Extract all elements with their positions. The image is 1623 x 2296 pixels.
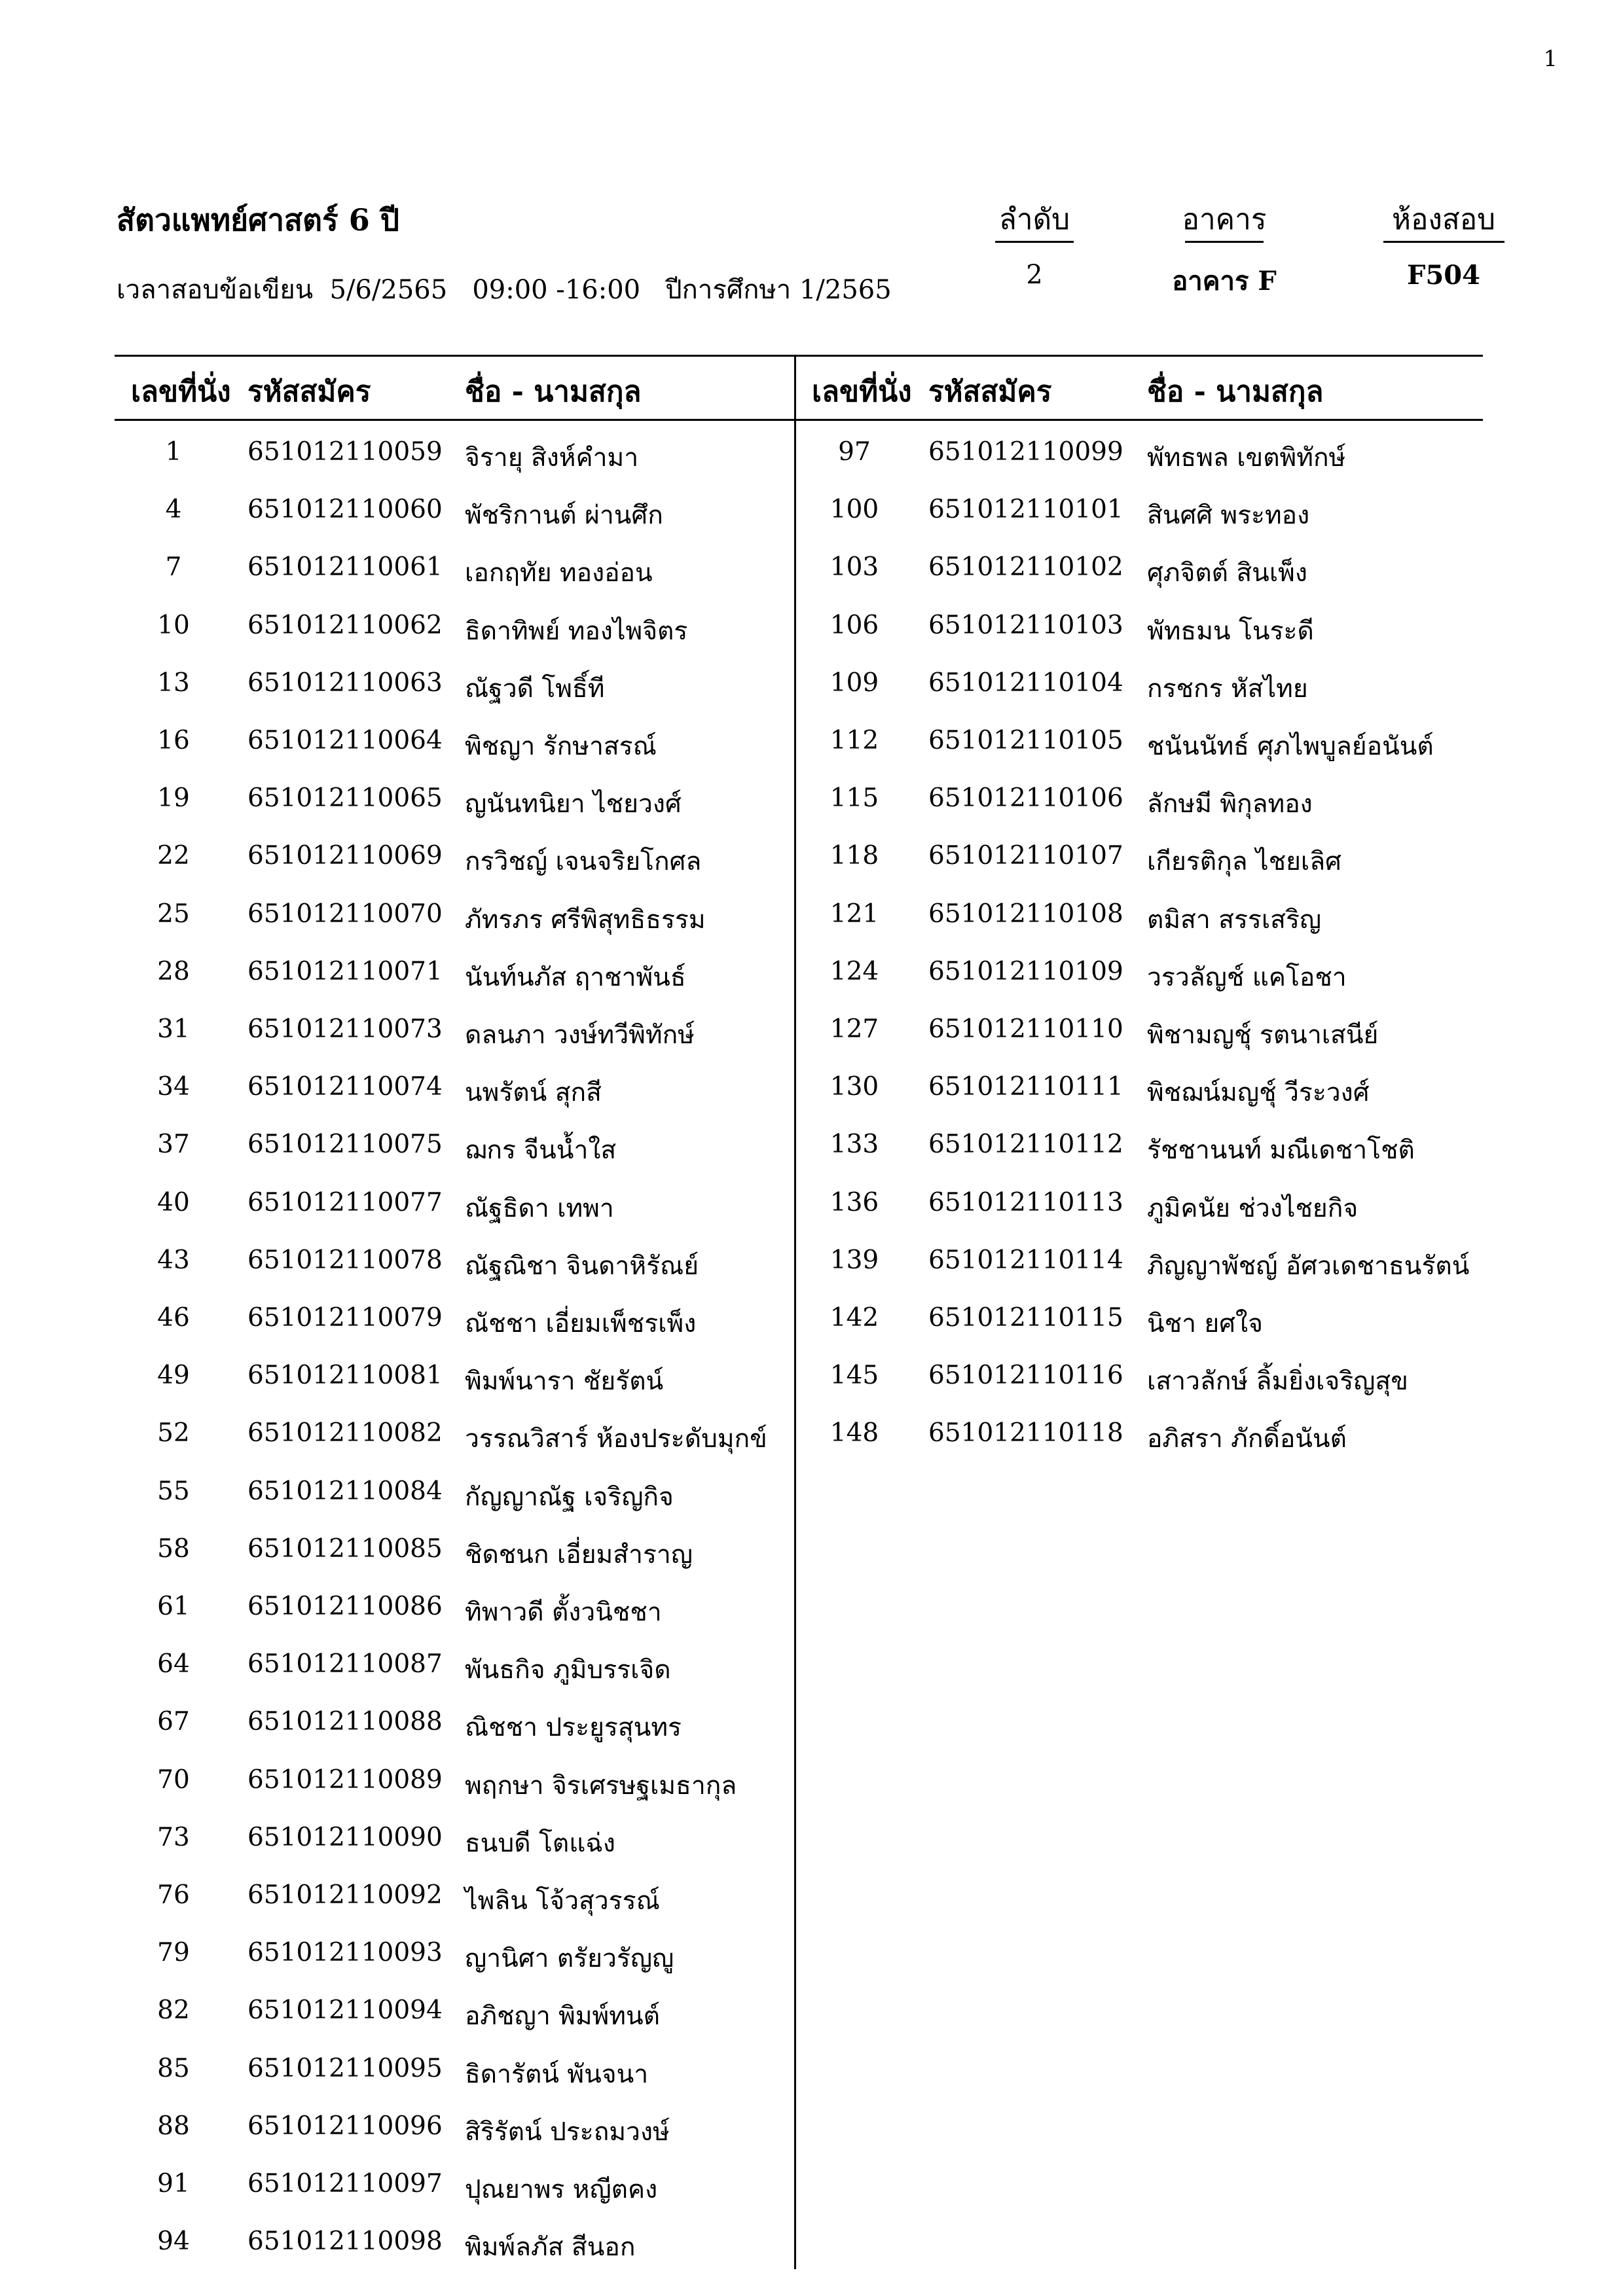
name-cell: ชนันนัทธ์ ศุภไพบูลย์อนันต์: [1147, 732, 1434, 761]
seat-cell: 28: [157, 956, 190, 986]
name-cell: นันท์นภัส ฤาชาพันธ์: [465, 962, 686, 992]
table-row: [0, 1014, 1623, 1072]
table-row: [0, 1880, 1623, 1938]
table-header-rule: [115, 419, 1483, 421]
applicant-id-cell: 651012110095: [247, 2053, 443, 2083]
applicant-id-cell: 651012110088: [247, 1707, 443, 1737]
table-row: [0, 1996, 1623, 2053]
name-cell: เกียรติกุล ไชยเลิศ: [1147, 847, 1341, 877]
table-row: [0, 1246, 1623, 1303]
table-row: [0, 1938, 1623, 1996]
applicant-id-cell: 651012110074: [247, 1072, 443, 1102]
seat-cell: 148: [830, 1418, 879, 1448]
name-cell: ศุภจิตต์ สินเพ็ง: [1147, 558, 1307, 588]
name-cell: ณัฐธิดา เทพา: [465, 1193, 614, 1223]
name-cell: ณัฐณิชา จินดาหิรัณย์: [465, 1251, 699, 1281]
seat-cell: 43: [157, 1245, 190, 1275]
name-cell: กัญญาณัฐ เจริญกิจ: [465, 1482, 674, 1512]
seat-cell: 124: [830, 956, 879, 986]
applicant-id-cell: 651012110060: [247, 495, 443, 525]
building-label: อาคาร: [1182, 203, 1267, 236]
seat-cell: 46: [157, 1303, 190, 1333]
seat-cell: 118: [830, 841, 879, 871]
room-value: F504: [1407, 260, 1480, 291]
seat-cell: 142: [830, 1303, 879, 1333]
table-top-rule: [115, 355, 1483, 357]
room-label: ห้องสอบ: [1391, 203, 1496, 236]
applicant-id-cell: 651012110111: [928, 1072, 1123, 1102]
seat-cell: 1: [165, 437, 182, 467]
applicant-id-cell: 651012110106: [928, 783, 1123, 814]
table-row: [0, 2169, 1623, 2227]
name-cell: พิมพ์ลภัส สีนอก: [465, 2233, 636, 2263]
name-cell: ดลนภา วงษ์ทวีพิทักษ์: [465, 1020, 695, 1050]
seat-cell: 103: [830, 552, 879, 583]
name-cell: ฌกร จีนน้ำใส: [465, 1136, 617, 1166]
seat-cell: 112: [830, 726, 879, 755]
table-row: [0, 611, 1623, 668]
table-row: [0, 1477, 1623, 1534]
name-cell: นพรัตน์ สุกสี: [465, 1078, 602, 1108]
applicant-id-cell: 651012110078: [247, 1245, 443, 1275]
order-value: 2: [1026, 260, 1043, 290]
applicant-id-cell: 651012110061: [247, 552, 443, 583]
applicant-id-cell: 651012110092: [247, 1880, 443, 1910]
applicant-id-cell: 651012110110: [928, 1014, 1123, 1044]
seat-cell: 22: [157, 841, 190, 871]
seat-cell: 40: [157, 1187, 190, 1217]
table-row: [0, 1707, 1623, 1765]
page-number: 1: [1543, 46, 1558, 72]
seat-cell: 25: [157, 899, 190, 929]
name-cell: กรวิชญ์ เจนจริยโกศล: [465, 847, 702, 877]
seat-cell: 88: [157, 2111, 190, 2141]
seat-cell: 7: [165, 552, 182, 583]
name-cell: กรชกร หัสไทย: [1147, 673, 1308, 704]
seat-cell: 16: [157, 726, 190, 755]
applicant-id-cell: 651012110099: [928, 437, 1123, 467]
table-row: [0, 495, 1623, 552]
table-row: [0, 1823, 1623, 1880]
seat-cell: 85: [157, 2053, 190, 2083]
applicant-id-cell: 651012110087: [247, 1649, 443, 1679]
seat-cell: 19: [157, 783, 190, 814]
table-row: [0, 2227, 1623, 2284]
applicant-id-cell: 651012110084: [247, 1476, 443, 1506]
applicant-id-cell: 651012110064: [247, 726, 443, 755]
left-seat-header: เลขที่นั่ง: [131, 375, 231, 408]
table-row: [0, 783, 1623, 841]
seat-cell: 106: [830, 610, 879, 640]
name-cell: เอกฤทัย ทองอ่อน: [465, 558, 653, 588]
name-cell: ธิดารัตน์ พันจนา: [465, 2059, 649, 2089]
table-row: [0, 1072, 1623, 1130]
order-label: ลำดับ: [998, 203, 1070, 236]
name-cell: พฤกษา จิรเศรษฐเมธากุล: [465, 1770, 737, 1801]
seat-cell: 64: [157, 1649, 190, 1679]
seat-cell: 70: [157, 1765, 190, 1795]
applicant-id-cell: 651012110089: [247, 1765, 443, 1795]
name-cell: ทิพาวดี ตั้งวนิชชา: [465, 1598, 662, 1627]
applicant-id-cell: 651012110098: [247, 2227, 443, 2257]
seat-cell: 121: [830, 899, 879, 929]
seat-cell: 127: [830, 1014, 879, 1044]
name-cell: ธิดาทิพย์ ทองไพจิตร: [465, 616, 688, 646]
name-cell: ชิดชนก เอี่ยมสำราญ: [465, 1539, 693, 1570]
seat-cell: 49: [157, 1361, 190, 1391]
seat-cell: 76: [157, 1880, 190, 1910]
name-cell: พัทธมน โนระดี: [1147, 616, 1314, 646]
applicant-id-cell: 651012110093: [247, 1938, 443, 1968]
applicant-id-cell: 651012110105: [928, 726, 1123, 755]
name-cell: อภิสรา ภักดิ์อนันต์: [1147, 1424, 1347, 1454]
applicant-id-cell: 651012110108: [928, 899, 1123, 929]
applicant-id-cell: 651012110103: [928, 610, 1123, 640]
left-id-header: รหัสสมัคร: [247, 375, 371, 408]
order-block: [969, 196, 1100, 290]
table-row: [0, 726, 1623, 783]
name-cell: ภูมิคนัย ช่วงไชยกิจ: [1147, 1193, 1359, 1223]
left-name-header: ชื่อ - นามสกุล: [465, 375, 642, 408]
applicant-id-cell: 651012110101: [928, 495, 1123, 525]
name-cell: พิมพ์นารา ชัยรัตน์: [465, 1367, 664, 1397]
name-cell: ไพลิน โจ้วสุวรรณ์: [465, 1886, 660, 1916]
name-cell: ตมิสา สรรเสริญ: [1147, 905, 1322, 935]
name-cell: พัทธพล เขตพิทักษ์: [1147, 443, 1346, 473]
name-cell: ลักษมี พิกุลทอง: [1147, 789, 1313, 819]
applicant-id-cell: 651012110115: [928, 1303, 1123, 1333]
name-cell: วรวลัญช์ แคโอชา: [1147, 962, 1347, 992]
seat-cell: 136: [830, 1187, 879, 1217]
name-cell: จิรายุ สิงห์คำมา: [465, 443, 639, 473]
seat-cell: 145: [830, 1361, 879, 1391]
name-cell: ณิชชา ประยูรสุนทร: [465, 1713, 682, 1743]
name-cell: อภิชญา พิมพ์ทนต์: [465, 2001, 660, 2032]
room-underline: [1383, 241, 1504, 243]
applicant-id-cell: 651012110104: [928, 668, 1123, 698]
applicant-id-cell: 651012110082: [247, 1418, 443, 1448]
table-row: [0, 1361, 1623, 1418]
applicant-id-cell: 651012110085: [247, 1534, 443, 1564]
applicant-id-cell: 651012110069: [247, 841, 443, 871]
seat-cell: 13: [157, 668, 190, 698]
room-block: [1378, 196, 1509, 291]
name-cell: วรรณวิสาร์ ห้องประดับมุกข์: [465, 1424, 767, 1454]
seat-cell: 61: [157, 1592, 190, 1621]
name-cell: พิชญา รักษาสรณ์: [465, 732, 657, 761]
applicant-id-cell: 651012110070: [247, 899, 443, 929]
seat-cell: 91: [157, 2169, 190, 2198]
table-row: [0, 552, 1623, 610]
applicant-id-cell: 651012110118: [928, 1418, 1123, 1448]
building-underline: [1185, 241, 1264, 243]
building-value: อาคาร F: [1172, 266, 1277, 296]
table-row: [0, 2054, 1623, 2111]
seat-cell: 130: [830, 1072, 879, 1102]
name-cell: สินศศิ พระทอง: [1147, 501, 1310, 531]
applicant-id-cell: 651012110112: [928, 1130, 1123, 1160]
table-row: [0, 841, 1623, 899]
table-row: [0, 2111, 1623, 2169]
applicant-id-cell: 651012110081: [247, 1361, 443, 1391]
table-row: [0, 1130, 1623, 1187]
name-cell: เสาวลักษ์ ลิ้มยิ่งเจริญสุข: [1147, 1367, 1408, 1397]
right-id-header: รหัสสมัคร: [928, 375, 1052, 408]
name-cell: พิชฌน์มญชุ์ วีระวงศ์: [1147, 1078, 1370, 1108]
applicant-id-cell: 651012110096: [247, 2111, 443, 2141]
seat-cell: 37: [157, 1130, 190, 1160]
applicant-id-cell: 651012110059: [247, 437, 443, 467]
seat-cell: 67: [157, 1707, 190, 1737]
seat-cell: 55: [157, 1476, 190, 1506]
name-cell: พิชามญชุ์ รตนาเสนีย์: [1147, 1020, 1379, 1050]
applicant-id-cell: 651012110073: [247, 1014, 443, 1044]
applicant-id-cell: 651012110094: [247, 1996, 443, 2026]
seat-cell: 4: [165, 495, 182, 525]
applicant-id-cell: 651012110097: [247, 2169, 443, 2198]
applicant-id-cell: 651012110071: [247, 956, 443, 986]
name-cell: พันธกิจ ภูมิบรรเจิด: [465, 1655, 671, 1685]
applicant-id-cell: 651012110086: [247, 1592, 443, 1621]
order-underline: [995, 241, 1074, 243]
table-row: [0, 1534, 1623, 1592]
seat-cell: 82: [157, 1996, 190, 2026]
seat-cell: 10: [157, 610, 190, 640]
table-row: [0, 1188, 1623, 1246]
seat-cell: 97: [838, 437, 871, 467]
table-row: [0, 1303, 1623, 1361]
seat-cell: 133: [830, 1130, 879, 1160]
seat-cell: 109: [830, 668, 879, 698]
table-row: [0, 1765, 1623, 1823]
applicant-id-cell: 651012110063: [247, 668, 443, 698]
table-row: [0, 437, 1623, 495]
table-row: [0, 1649, 1623, 1707]
applicant-id-cell: 651012110062: [247, 610, 443, 640]
name-cell: พัชริกานต์ ผ่านศึก: [465, 501, 663, 531]
table-row: [0, 899, 1623, 957]
seat-cell: 34: [157, 1072, 190, 1102]
right-name-header: ชื่อ - นามสกุล: [1147, 375, 1324, 408]
applicant-id-cell: 651012110107: [928, 841, 1123, 871]
building-block: [1159, 196, 1290, 302]
seat-cell: 31: [157, 1014, 190, 1044]
table-row: [0, 668, 1623, 726]
name-cell: ปุณยาพร หญีตคง: [465, 2175, 658, 2204]
table-row: [0, 1418, 1623, 1476]
right-seat-header: เลขที่นั่ง: [812, 375, 912, 408]
name-cell: ญนันทนิยา ไชยวงศ์: [465, 789, 682, 819]
name-cell: ภิญญาพัชญ์ อัศวเดชาธนรัตน์: [1147, 1251, 1470, 1281]
name-cell: ภัทรภร ศรีพิสุทธิธรรม: [465, 905, 706, 935]
seat-cell: 73: [157, 1822, 190, 1852]
seat-cell: 94: [157, 2227, 190, 2257]
exam-time: เวลาสอบข้อเขียน 5/6/2565 09:00 -16:00 ปีการศึกษา 1/2565: [117, 275, 892, 305]
applicant-id-cell: 651012110113: [928, 1187, 1123, 1217]
name-cell: ณัชชา เอี่ยมเพ็ชรเพ็ง: [465, 1309, 697, 1338]
table-row: [0, 957, 1623, 1014]
name-cell: รัชชานนท์ มณีเดชาโชติ: [1147, 1136, 1415, 1166]
applicant-id-cell: 651012110077: [247, 1187, 443, 1217]
applicant-id-cell: 651012110102: [928, 552, 1123, 583]
applicant-id-cell: 651012110116: [928, 1361, 1123, 1391]
name-cell: ญานิศา ตรัยวรัญญู: [465, 1944, 674, 1974]
document-title: สัตวแพทย์ศาสตร์ 6 ปี: [117, 202, 399, 238]
name-cell: สิริรัตน์ ประถมวงษ์: [465, 2117, 670, 2147]
applicant-id-cell: 651012110090: [247, 1822, 443, 1852]
seat-cell: 100: [830, 495, 879, 525]
seat-cell: 58: [157, 1534, 190, 1564]
seat-cell: 115: [830, 783, 879, 814]
applicant-id-cell: 651012110079: [247, 1303, 443, 1333]
applicant-id-cell: 651012110065: [247, 783, 443, 814]
applicant-id-cell: 651012110109: [928, 956, 1123, 986]
seat-cell: 139: [830, 1245, 879, 1275]
applicant-id-cell: 651012110075: [247, 1130, 443, 1160]
name-cell: นิชา ยศใจ: [1147, 1309, 1263, 1338]
seat-cell: 79: [157, 1938, 190, 1968]
seat-cell: 52: [157, 1418, 190, 1448]
table-row: [0, 1592, 1623, 1649]
applicant-id-cell: 651012110114: [928, 1245, 1123, 1275]
name-cell: ณัฐวดี โพธิ์ที: [465, 673, 605, 704]
name-cell: ธนบดี โตแฉ่ง: [465, 1828, 615, 1858]
